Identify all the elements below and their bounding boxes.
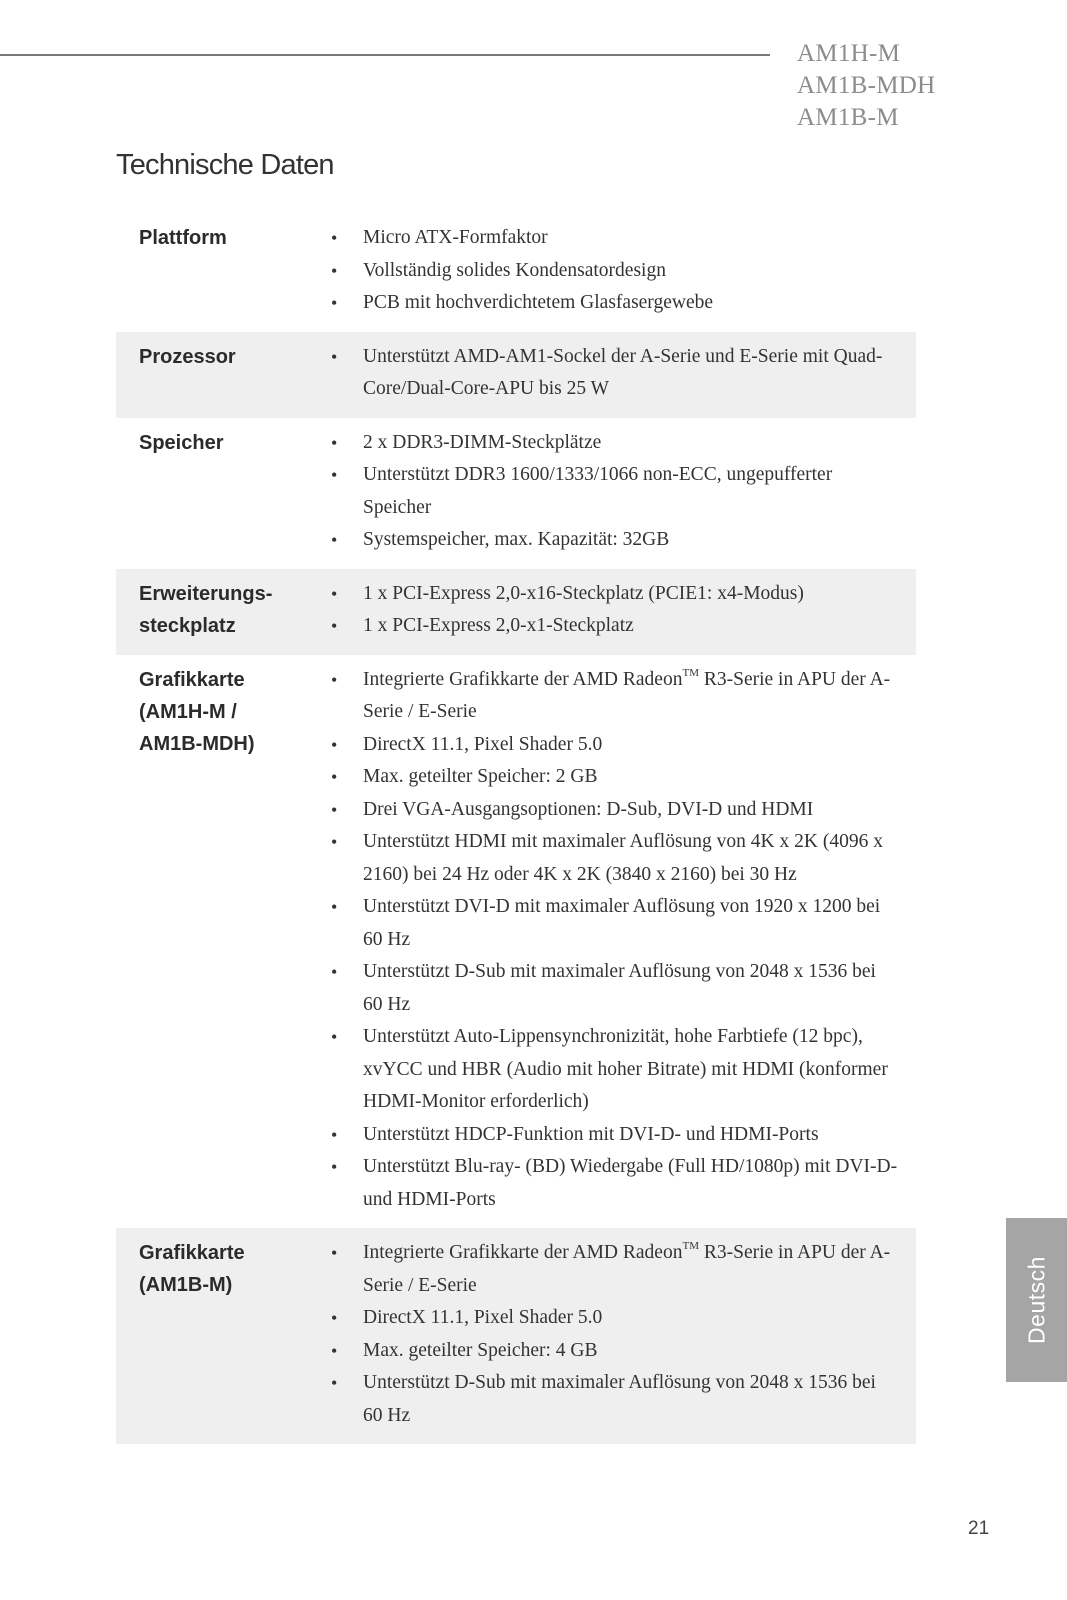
bullet-icon: • xyxy=(331,669,338,690)
spec-item xyxy=(328,956,916,1021)
spec-item xyxy=(328,1119,916,1152)
spec-item xyxy=(328,341,916,406)
bullet-icon: • xyxy=(331,346,338,367)
bullet-icon: • xyxy=(331,293,338,313)
spec-item-text: DirectX 11.1, Pixel Shader 5.0 xyxy=(363,733,603,755)
spec-item xyxy=(328,459,916,524)
language-tab-label: Deutsch xyxy=(1023,1256,1049,1344)
spec-item-text: Drei VGA-Ausgangsoptionen: D-Sub, DVI-D und HDMI xyxy=(363,798,814,820)
spec-item-text: DirectX 11.1, Pixel Shader 5.0 xyxy=(363,1307,603,1328)
bullet-icon: • xyxy=(331,583,338,604)
spec-item xyxy=(328,1367,916,1432)
spec-label: Plattform xyxy=(139,227,227,249)
spec-item-list xyxy=(328,664,916,1217)
spec-item-text: PCB mit hochverdichtetem Glasfasergewebe xyxy=(363,292,714,313)
spec-item-text: Unterstützt HDCP-Funktion mit DVI-D- und HDMI-Ports xyxy=(363,1123,819,1145)
spec-row xyxy=(116,332,916,418)
spec-item-text: 1 x PCI-Express 2,0-x16-Steckplatz (PCIE1: x4-Modus) xyxy=(363,582,804,604)
bullet-icon: • xyxy=(331,962,338,982)
spec-item xyxy=(328,1237,916,1302)
spec-item-text: 1 x PCI-Express 2,0-x1-Steckplatz xyxy=(363,615,634,636)
bullet-icon: • xyxy=(331,1373,338,1393)
bullet-icon: • xyxy=(331,465,338,485)
spec-item xyxy=(328,1302,916,1335)
page-title: Technische Daten xyxy=(116,149,334,181)
spec-row xyxy=(116,655,916,1229)
bullet-icon: • xyxy=(331,1027,338,1047)
spec-item-text: Integrierte Grafikkarte der AMD Radeon™ R3-Serie in APU der A-Serie / E-Serie xyxy=(363,1240,891,1296)
header-rule xyxy=(0,54,770,56)
page-number: 21 xyxy=(968,1518,990,1539)
bullet-icon: • xyxy=(331,1243,338,1263)
spec-table xyxy=(116,213,916,1444)
spec-item xyxy=(328,761,916,794)
spec-row xyxy=(116,213,916,332)
spec-item-list xyxy=(328,578,916,643)
spec-row xyxy=(116,1228,916,1444)
spec-item-text: Micro ATX-Formfaktor xyxy=(363,227,548,248)
spec-item xyxy=(328,891,916,956)
spec-item-list xyxy=(328,427,916,557)
spec-item-text: Unterstützt DDR3 1600/1333/1066 non-ECC, ungepufferter Speicher xyxy=(363,464,833,518)
spec-item xyxy=(328,255,916,288)
bullet-icon: • xyxy=(331,832,338,852)
spec-item xyxy=(328,664,916,729)
spec-item xyxy=(328,610,916,643)
bullet-icon: • xyxy=(331,228,338,248)
spec-item xyxy=(328,222,916,255)
spec-item-text: Max. geteilter Speicher: 2 GB xyxy=(363,766,598,787)
bullet-icon: • xyxy=(331,1340,338,1361)
spec-label: Speicher xyxy=(139,431,224,454)
spec-item xyxy=(328,287,916,320)
language-tab xyxy=(1006,1218,1067,1382)
spec-item-text: Unterstützt D-Sub mit maximaler Auflösung von 2048 x 1536 bei 60 Hz xyxy=(363,961,876,1015)
bullet-icon: • xyxy=(331,897,338,917)
spec-item-list xyxy=(328,1237,916,1432)
bullet-icon: • xyxy=(331,799,338,820)
spec-item xyxy=(328,1021,916,1119)
spec-row xyxy=(116,569,916,655)
spec-item xyxy=(328,427,916,460)
spec-item-text: Max. geteilter Speicher: 4 GB xyxy=(363,1339,598,1361)
spec-item-text: Unterstützt HDMI mit maximaler Auflösung von 4K x 2K (4096 x 2160) bei 24 Hz oder 4K x 2K (3840 x 2160) bei 30 Hz xyxy=(363,831,883,885)
spec-row xyxy=(116,418,916,569)
spec-item xyxy=(328,794,916,827)
spec-label: Grafikkarte (AM1B-M) xyxy=(139,1242,245,1296)
bullet-icon: • xyxy=(331,432,338,453)
spec-item-text: Unterstützt D-Sub mit maximaler Auflösung von 2048 x 1536 bei 60 Hz xyxy=(363,1372,876,1426)
model-name: AM1H-M xyxy=(797,40,901,67)
bullet-icon: • xyxy=(331,734,338,755)
bullet-icon: • xyxy=(331,1157,338,1177)
spec-item-list xyxy=(328,341,916,406)
spec-item-text: Integrierte Grafikkarte der AMD Radeon™ R3-Serie in APU der A-Serie / E-Serie xyxy=(363,666,891,722)
spec-item xyxy=(328,1151,916,1216)
spec-item xyxy=(328,524,916,557)
spec-item xyxy=(328,729,916,762)
model-name: AM1B-MDH xyxy=(797,72,936,99)
model-name: AM1B-M xyxy=(797,104,899,131)
spec-item-list xyxy=(328,222,916,320)
bullet-icon: • xyxy=(331,530,338,550)
bullet-icon: • xyxy=(331,767,338,787)
spec-item-text: Unterstützt DVI-D mit maximaler Auflösung von 1920 x 1200 bei 60 Hz xyxy=(363,896,881,950)
model-list xyxy=(797,38,936,134)
spec-item xyxy=(328,826,916,891)
spec-item-text: Systemspeicher, max. Kapazität: 32GB xyxy=(363,529,670,550)
spec-item-text: Unterstützt AMD-AM1-Sockel der A-Serie und E-Serie mit Quad-Core/Dual-Core-APU bis 25 W xyxy=(363,345,883,399)
spec-item-text: Unterstützt Blu-ray- (BD) Wiedergabe (Full HD/1080p) mit DVI-D- und HDMI-Ports xyxy=(363,1156,898,1210)
bullet-icon: • xyxy=(331,260,338,281)
spec-label: Prozessor xyxy=(139,345,236,368)
spec-item xyxy=(328,578,916,611)
spec-item-text: 2 x DDR3-DIMM-Steckplätze xyxy=(363,431,602,453)
spec-item-text: Unterstützt Auto-Lippensynchronizität, hohe Farbtiefe (12 bpc), xvYCC und HBR (Audio mit hoher Bitrate) mit HDMI (konformer HDMI-Monitor erforderlich) xyxy=(363,1026,888,1112)
spec-item-text: Vollständig solides Kondensatordesign xyxy=(363,259,666,281)
bullet-icon: • xyxy=(331,1308,338,1328)
bullet-icon: • xyxy=(331,616,338,636)
spec-label: Grafikkarte (AM1H-M / AM1B-MDH) xyxy=(139,668,255,755)
bullet-icon: • xyxy=(331,1124,338,1145)
spec-label: Erweiterungs- steckplatz xyxy=(139,582,273,637)
spec-item xyxy=(328,1335,916,1368)
